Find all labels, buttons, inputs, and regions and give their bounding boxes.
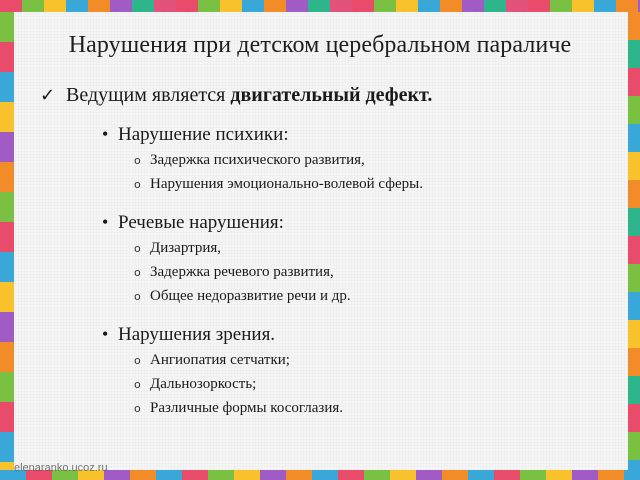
list-item: o Задержка речевого развития, — [134, 264, 334, 280]
group-mental — [102, 124, 602, 200]
circle-bullet-icon: o — [134, 178, 141, 191]
list-item: o Различные формы косоглазия. — [134, 400, 344, 416]
decorative-border-right — [628, 12, 640, 470]
list-item: o Задержка психического развития, — [134, 152, 365, 168]
group-heading: Нарушение психики: — [118, 124, 289, 145]
lead-text: Ведущим является — [66, 84, 226, 106]
group-heading: Нарушения зрения. — [118, 324, 276, 345]
decorative-border-left — [0, 12, 14, 470]
checkmark-icon: ✓ — [40, 85, 56, 106]
bullet-icon: • — [102, 124, 109, 144]
group-vision — [102, 324, 602, 424]
lead-emphasis: двигательный дефект. — [230, 84, 433, 106]
circle-bullet-icon: o — [134, 378, 141, 391]
group-speech — [102, 212, 602, 312]
circle-bullet-icon: o — [134, 290, 141, 303]
circle-bullet-icon: o — [134, 242, 141, 255]
lead-statement — [40, 84, 432, 107]
list-item: o Ангиопатия сетчатки; — [134, 352, 290, 368]
circle-bullet-icon: o — [134, 266, 141, 279]
disorder-list — [102, 124, 602, 436]
group-heading: Речевые нарушения: — [118, 212, 284, 233]
circle-bullet-icon: o — [134, 154, 141, 167]
decorative-border-top — [0, 0, 640, 12]
bullet-icon: • — [102, 324, 109, 344]
circle-bullet-icon: o — [134, 354, 141, 367]
bullet-icon: • — [102, 212, 109, 232]
circle-bullet-icon: o — [134, 402, 141, 415]
list-item: o Общее недоразвитие речи и др. — [134, 288, 351, 304]
list-item: o Нарушения эмоционально-волевой сферы. — [134, 176, 423, 192]
list-item: o Дальнозоркость; — [134, 376, 257, 392]
list-item: o Дизартрия, — [134, 240, 222, 256]
source-watermark: elenaranko.ucoz.ru — [14, 462, 108, 474]
slide-title: Нарушения при детском церебральном параличе — [68, 32, 572, 58]
